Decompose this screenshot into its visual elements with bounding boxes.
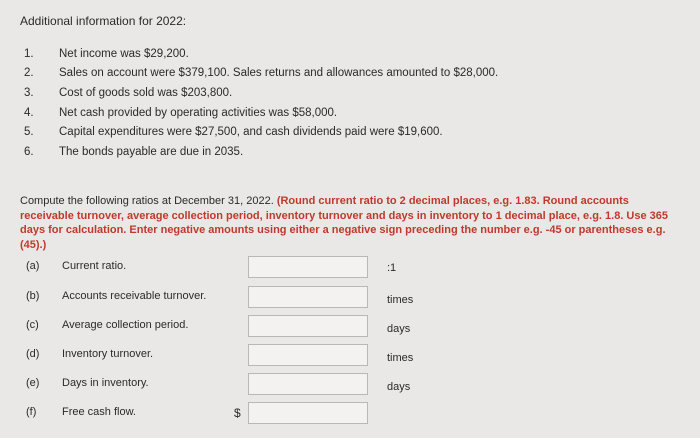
info-number: 4.	[24, 106, 34, 119]
row-label: Free cash flow.	[62, 406, 136, 418]
days-inventory-input[interactable]	[248, 373, 368, 395]
info-item	[24, 122, 498, 142]
info-text: Cost of goods sold was $203,800.	[59, 86, 233, 99]
ratio-row-inventory-turnover	[0, 344, 700, 368]
row-label: Days in inventory.	[62, 377, 149, 389]
ar-turnover-input[interactable]	[248, 286, 368, 308]
ratio-row-current	[0, 256, 700, 280]
row-letter: (a)	[26, 260, 40, 272]
info-text: Capital expenditures were $27,500, and cash dividends paid were $19,600.	[59, 126, 443, 139]
row-unit: days	[387, 381, 411, 393]
ratio-row-days-inventory	[0, 373, 700, 397]
row-unit: days	[387, 323, 411, 335]
info-text: The bonds payable are due in 2035.	[59, 145, 244, 158]
row-letter: (c)	[26, 319, 39, 331]
info-item	[24, 142, 498, 162]
row-letter: (f)	[26, 406, 37, 418]
row-label: Average collection period.	[62, 319, 189, 331]
row-unit: times	[387, 294, 414, 306]
info-item	[24, 64, 498, 84]
info-number: 5.	[24, 126, 34, 139]
info-item	[24, 83, 498, 103]
row-unit: times	[387, 352, 414, 364]
info-number: 3.	[24, 86, 34, 99]
rounding-instruction: (Round current ratio to 2 decimal places, e.g. 1.83. Round accounts receivable turnover, average collection period, inventory turnover and days in inventory to 1 decimal place, e.g. 1.8. Use 365 days for calculation. Enter negative amounts using either a negative sign preceding the number e.g. -45 or parentheses e.g. (45).)	[20, 195, 669, 251]
dollar-sign: $	[234, 406, 241, 420]
ratio-row-free-cash-flow	[0, 402, 700, 426]
row-letter: (d)	[26, 348, 40, 360]
ratio-row-collection-period	[0, 315, 700, 339]
free-cash-flow-input[interactable]	[248, 402, 368, 424]
row-unit: :1	[387, 262, 397, 274]
info-number: 2.	[24, 67, 34, 80]
row-letter: (b)	[26, 290, 40, 302]
info-text: Net income was $29,200.	[59, 47, 189, 60]
info-item	[24, 103, 498, 123]
info-text: Net cash provided by operating activities was $58,000.	[59, 106, 338, 119]
additional-info-list	[24, 44, 498, 162]
instructions	[20, 194, 685, 252]
row-letter: (e)	[26, 377, 40, 389]
row-label: Inventory turnover.	[62, 348, 154, 360]
info-item	[24, 44, 498, 64]
collection-period-input[interactable]	[248, 315, 368, 337]
current-ratio-input[interactable]	[248, 256, 368, 278]
inventory-turnover-input[interactable]	[248, 344, 368, 366]
info-text: Sales on account were $379,100. Sales returns and allowances amounted to $28,000.	[59, 67, 499, 80]
row-label: Current ratio.	[62, 260, 127, 272]
info-number: 6.	[24, 145, 34, 158]
ratio-row-ar-turnover	[0, 286, 700, 310]
info-number: 1.	[24, 47, 34, 60]
section-heading: Additional information for 2022:	[20, 14, 187, 28]
instruction-text: Compute the following ratios at December 31, 2022.	[20, 195, 274, 207]
row-label: Accounts receivable turnover.	[62, 290, 207, 302]
